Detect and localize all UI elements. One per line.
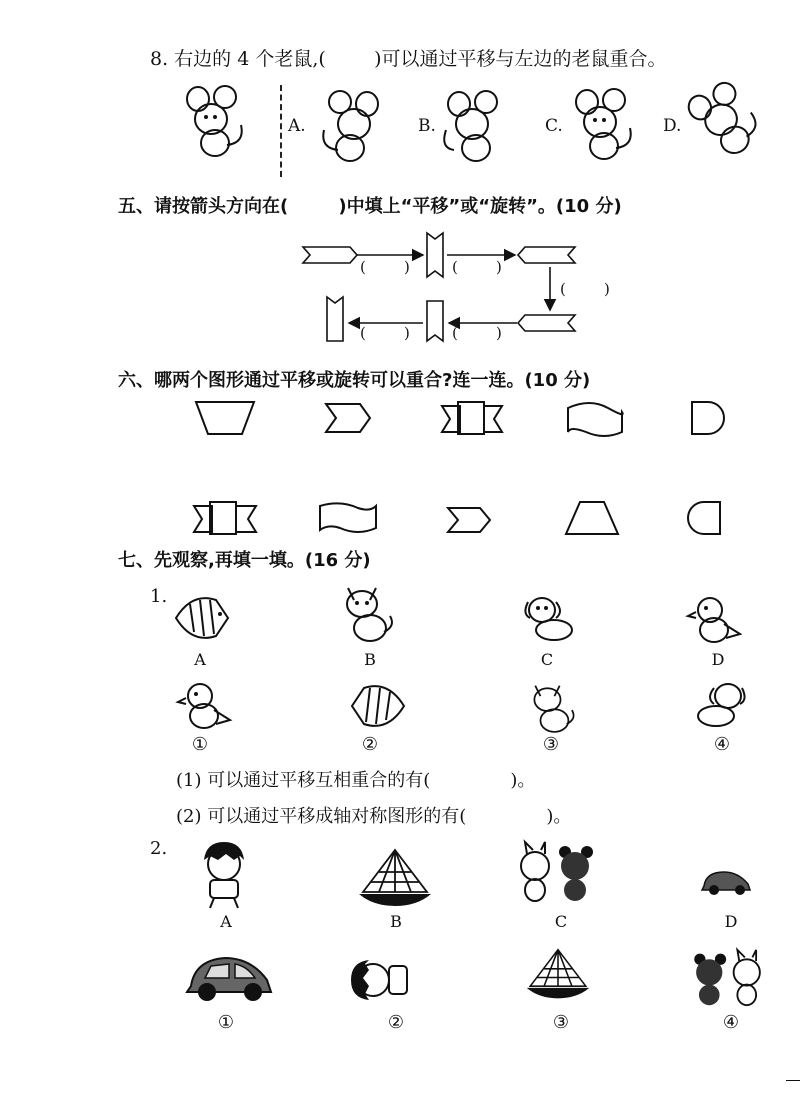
q1-subquestion-1: (1) 可以通过平移互相重合的有( )。 [176,770,536,791]
fish-icon [172,588,232,648]
mouse-c-icon [572,88,642,163]
q1-number: 1. [150,586,168,607]
answer-paren-3[interactable]: ( ) [560,280,610,298]
double-flag-square-icon-2 [194,502,256,534]
car-icon-small [700,866,752,896]
shape-row-bottom [190,498,740,540]
trapezoid-icon [566,502,618,534]
sailboat-icon [357,848,433,908]
q1-label-2: ② [361,734,379,755]
answer-paren-4[interactable]: ( ) [452,324,502,342]
section-6-title: 六、哪两个图形通过平移或旋转可以重合?连一连。(10 分) [118,370,591,391]
q1-label-b: B [364,650,376,669]
option-c-label: C. [545,116,563,136]
child-icon [196,840,252,910]
mouse-a-icon [312,90,382,165]
q2-label-3: ③ [552,1012,570,1033]
option-b-label: B. [418,116,436,136]
mouse-b-icon [444,90,514,165]
bear-rabbit-icon [688,948,768,1008]
dog-icon-2 [690,678,750,728]
dog-icon [520,592,580,642]
flag-shape-5 [427,301,443,341]
section-7-title: 七、先观察,再填一填。(16 分) [118,550,371,571]
answer-paren-5[interactable]: ( ) [360,324,410,342]
q1-label-c: C [540,650,554,669]
flag-shape-4 [518,315,575,331]
d-shape-icon-2 [688,502,720,534]
q2-label-4: ④ [722,1012,740,1033]
wave-banner-icon [568,403,623,436]
shape-row-top [190,398,740,440]
q1-label-4: ④ [713,734,731,755]
chevron-flag-icon-2 [448,508,490,532]
wave-banner-icon-2 [320,503,376,532]
q2-label-d: D [724,912,738,931]
q1-label-1: ① [191,734,209,755]
flag-shape-1 [303,247,357,263]
mouse-d-icon [690,82,770,157]
q2-label-2: ② [387,1012,405,1033]
q1-subquestion-2: (2) 可以通过平移成轴对称图形的有( )。 [176,806,572,827]
cat-icon [342,582,397,644]
rabbit-bear-icon [515,840,595,904]
flag-shape-3 [518,247,575,263]
flag-shape-6 [327,297,343,341]
car-icon-large [185,950,275,1004]
option-d-label: D. [663,116,682,136]
flag-shape-2 [427,233,443,277]
page-edge-mark [786,1080,800,1081]
bird-icon [688,594,743,646]
question-8-text: 8. 右边的 4 个老鼠,( )可以通过平移与左边的老鼠重合。 [150,48,667,70]
cat-icon-2 [530,680,578,735]
child-rotated-icon [350,955,426,1005]
answer-paren-1[interactable]: ( ) [360,258,410,276]
q2-label-b: B [390,912,402,931]
d-shape-icon [692,402,724,434]
section-5-title: 五、请按箭头方向在( )中填上“平移”或“旋转”。(10 分) [118,196,622,217]
fish-icon-2 [348,676,408,736]
double-flag-square-icon [442,402,502,434]
q1-label-3: ③ [542,734,560,755]
bird-icon-2 [178,680,233,732]
answer-paren-2[interactable]: ( ) [452,258,502,276]
mouse-original-icon [183,85,253,160]
option-a-label: A. [288,116,306,136]
sailboat-icon-2 [525,944,591,1004]
q2-label-c: C [554,912,568,931]
trapezoid-inverted-icon [196,402,254,434]
divider-line [280,85,282,177]
q2-label-1: ① [217,1012,235,1033]
q2-number: 2. [150,838,168,859]
chevron-flag-icon [326,404,370,432]
q1-label-a: A [194,650,206,669]
q1-label-d: D [711,650,725,669]
q2-label-a: A [220,912,232,931]
